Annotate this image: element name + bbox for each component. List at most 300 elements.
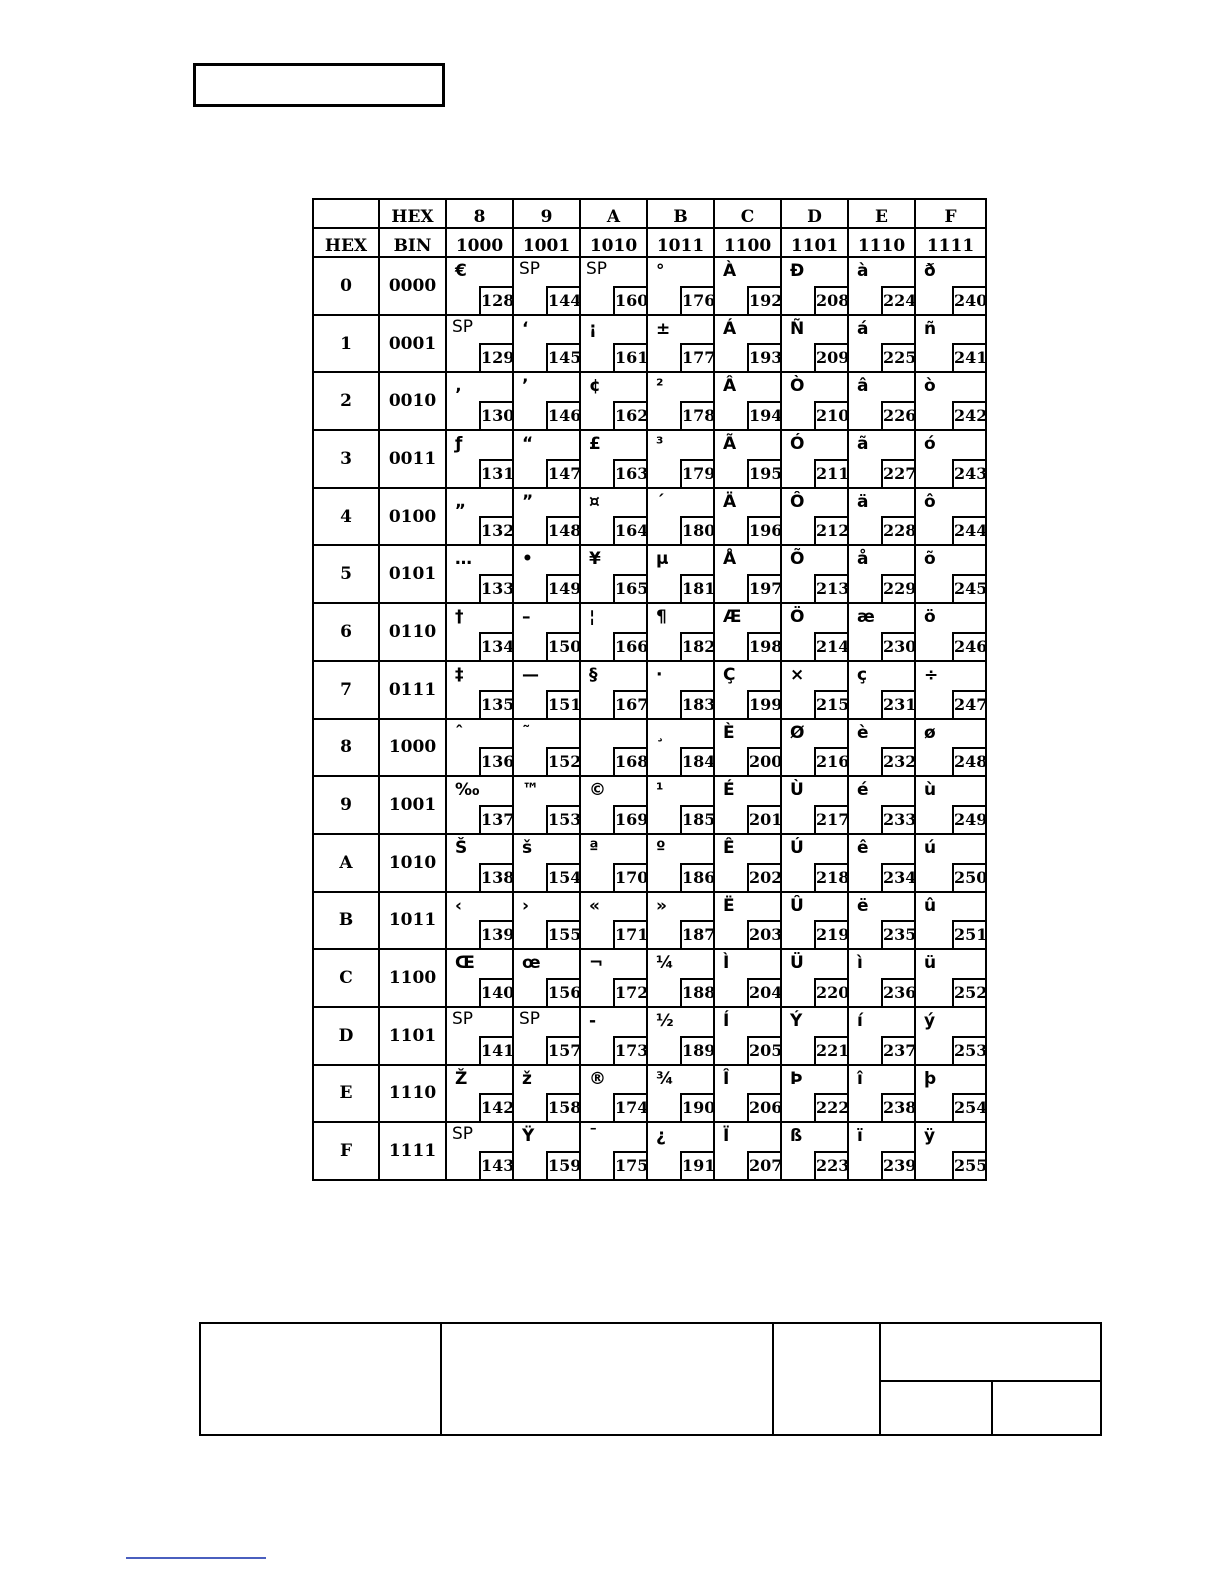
decimal-code: 192 (747, 286, 780, 314)
column-bin-header: 1110 (848, 228, 915, 257)
row-hex-label: 1 (313, 315, 379, 373)
character-cell (580, 1007, 647, 1065)
character-glyph: º (656, 837, 666, 858)
character-glyph: ½ (656, 1010, 674, 1031)
character-glyph: SP (519, 259, 541, 279)
decimal-code: 232 (881, 747, 914, 775)
table-row (313, 776, 986, 834)
character-cell (580, 1065, 647, 1123)
character-glyph: ˆ (455, 722, 464, 743)
character-cell (446, 372, 513, 430)
character-cell (513, 257, 580, 315)
decimal-code: 145 (546, 343, 579, 371)
character-cell (848, 315, 915, 373)
decimal-code: 160 (613, 286, 646, 314)
decimal-code: 215 (814, 690, 847, 718)
character-glyph: Ì (723, 953, 730, 974)
character-glyph: ç (857, 664, 868, 685)
character-cell (513, 603, 580, 661)
column-hex-header: B (647, 199, 714, 228)
character-cell (915, 315, 986, 373)
decimal-code: 142 (479, 1093, 512, 1121)
character-glyph: › (522, 895, 530, 916)
decimal-code: 129 (479, 343, 512, 371)
decimal-code: 131 (479, 459, 512, 487)
character-cell (915, 430, 986, 488)
decimal-code: 139 (479, 920, 512, 948)
character-cell (647, 661, 714, 719)
character-glyph: ¯ (589, 1126, 598, 1147)
row-hex-label: D (313, 1007, 379, 1065)
character-glyph: À (723, 261, 737, 281)
decimal-code: 157 (546, 1036, 579, 1064)
column-hex-header: E (848, 199, 915, 228)
character-glyph: é (857, 780, 869, 801)
character-glyph: ú (924, 837, 937, 858)
character-cell (580, 834, 647, 892)
table-row (313, 949, 986, 1007)
decimal-code: 221 (814, 1036, 847, 1064)
character-glyph: ° (656, 261, 665, 281)
character-cell (781, 372, 848, 430)
row-bin-label: 1101 (379, 1007, 446, 1065)
character-glyph: å (857, 549, 869, 570)
character-cell (781, 834, 848, 892)
character-cell (580, 315, 647, 373)
character-glyph: î (857, 1068, 863, 1089)
character-glyph: ì (857, 953, 863, 974)
character-glyph: ¹ (656, 780, 664, 801)
character-cell (915, 949, 986, 1007)
decimal-code: 202 (747, 863, 780, 891)
column-bin-header: 1111 (915, 228, 986, 257)
character-glyph: ê (857, 837, 869, 858)
decimal-code: 178 (680, 401, 713, 429)
character-glyph: à (857, 261, 869, 281)
character-cell (714, 1007, 781, 1065)
row-bin-label: 1001 (379, 776, 446, 834)
decimal-code: 170 (613, 863, 646, 891)
character-glyph: ¶ (656, 607, 667, 628)
character-glyph: í (857, 1010, 863, 1031)
character-glyph: © (589, 780, 606, 801)
row-hex-label: 2 (313, 372, 379, 430)
character-glyph: ‘ (522, 318, 529, 339)
decimal-code: 218 (814, 863, 847, 891)
character-glyph: ý (924, 1010, 936, 1031)
decimal-code: 227 (881, 459, 914, 487)
decimal-code: 181 (680, 574, 713, 602)
character-glyph: ¦ (589, 607, 596, 628)
row-hex-label: F (313, 1122, 379, 1180)
decimal-code: 180 (680, 516, 713, 544)
decimal-code: 155 (546, 920, 579, 948)
character-cell (513, 430, 580, 488)
decimal-code: 251 (952, 920, 985, 948)
character-glyph: ¢ (589, 376, 601, 397)
decimal-code: 166 (613, 632, 646, 660)
character-glyph: × (790, 664, 805, 685)
character-glyph: ö (924, 607, 936, 628)
decimal-code: 185 (680, 805, 713, 833)
character-cell (513, 661, 580, 719)
character-cell (915, 257, 986, 315)
decimal-code: 237 (881, 1036, 914, 1064)
footer-title-block (199, 1322, 1102, 1436)
character-cell (915, 719, 986, 777)
character-glyph: ó (924, 434, 936, 455)
row-hex-label: A (313, 834, 379, 892)
character-cell (446, 834, 513, 892)
decimal-code: 242 (952, 401, 985, 429)
character-cell (714, 661, 781, 719)
decimal-code: 141 (479, 1036, 512, 1064)
decimal-code: 153 (546, 805, 579, 833)
character-cell (848, 776, 915, 834)
table-row (313, 430, 986, 488)
table-row (313, 315, 986, 373)
character-glyph: ¼ (656, 953, 674, 974)
footer-divider (879, 1324, 881, 1434)
hex-header-row (313, 199, 986, 228)
row-bin-label: 1000 (379, 719, 446, 777)
column-hex-header: F (915, 199, 986, 228)
character-cell (915, 661, 986, 719)
decimal-code: 253 (952, 1036, 985, 1064)
decimal-code: 159 (546, 1151, 579, 1179)
decimal-code: 133 (479, 574, 512, 602)
decimal-code: 198 (747, 632, 780, 660)
decimal-code: 195 (747, 459, 780, 487)
character-cell (647, 892, 714, 950)
decimal-code: 207 (747, 1151, 780, 1179)
row-bin-label: 0001 (379, 315, 446, 373)
decimal-code: 201 (747, 805, 780, 833)
row-bin-label: 0011 (379, 430, 446, 488)
character-glyph: ¸ (656, 722, 665, 743)
character-glyph: Ä (723, 491, 737, 512)
decimal-code: 240 (952, 286, 985, 314)
decimal-code: 135 (479, 690, 512, 718)
character-cell (580, 1122, 647, 1180)
decimal-code: 191 (680, 1151, 713, 1179)
character-glyph: € (455, 261, 467, 281)
character-cell (848, 892, 915, 950)
character-glyph: Ú (790, 837, 804, 858)
character-glyph: ž (522, 1068, 532, 1089)
decimal-code: 168 (613, 747, 646, 775)
character-glyph: ˜ (522, 722, 531, 743)
character-cell (446, 1122, 513, 1180)
decimal-code: 216 (814, 747, 847, 775)
character-glyph: – (522, 607, 531, 628)
decimal-code: 239 (881, 1151, 914, 1179)
character-cell (513, 1007, 580, 1065)
decimal-code: 146 (546, 401, 579, 429)
character-cell (848, 603, 915, 661)
character-glyph: ® (589, 1068, 606, 1089)
character-glyph: † (455, 607, 464, 628)
decimal-code: 190 (680, 1093, 713, 1121)
character-cell (647, 1007, 714, 1065)
decimal-code: 228 (881, 516, 914, 544)
decimal-code: 196 (747, 516, 780, 544)
character-glyph: á (857, 318, 869, 339)
character-cell (915, 545, 986, 603)
character-cell (446, 545, 513, 603)
character-cell (647, 430, 714, 488)
character-cell (781, 1007, 848, 1065)
character-cell (781, 1122, 848, 1180)
table-row (313, 1007, 986, 1065)
decimal-code: 134 (479, 632, 512, 660)
character-cell (714, 1122, 781, 1180)
decimal-code: 209 (814, 343, 847, 371)
row-hex-label: 8 (313, 719, 379, 777)
character-cell (580, 661, 647, 719)
decimal-code: 174 (613, 1093, 646, 1121)
decimal-code: 213 (814, 574, 847, 602)
character-glyph: ¡ (589, 318, 597, 339)
character-glyph: Ó (790, 434, 805, 455)
character-glyph: ä (857, 491, 869, 512)
corner-cell (313, 199, 379, 228)
decimal-code: 199 (747, 690, 780, 718)
character-cell (580, 603, 647, 661)
decimal-code: 143 (479, 1151, 512, 1179)
character-glyph: ë (857, 895, 869, 916)
table-row (313, 719, 986, 777)
decimal-code: 208 (814, 286, 847, 314)
row-hex-label: 6 (313, 603, 379, 661)
decimal-code: 128 (479, 286, 512, 314)
decimal-code: 186 (680, 863, 713, 891)
character-cell (580, 719, 647, 777)
character-glyph: Š (455, 837, 468, 858)
decimal-code: 144 (546, 286, 579, 314)
character-glyph: Í (723, 1010, 730, 1031)
row-bin-label: 0100 (379, 488, 446, 546)
table-row (313, 372, 986, 430)
decimal-code: 206 (747, 1093, 780, 1121)
character-glyph: Á (723, 318, 737, 339)
character-cell (915, 603, 986, 661)
decimal-code: 151 (546, 690, 579, 718)
character-glyph: É (723, 780, 735, 801)
character-cell (446, 603, 513, 661)
decimal-code: 162 (613, 401, 646, 429)
row-hex-label: 0 (313, 257, 379, 315)
character-cell (580, 776, 647, 834)
character-cell (446, 430, 513, 488)
decimal-code: 238 (881, 1093, 914, 1121)
character-cell (446, 892, 513, 950)
bin-header-label: BIN (379, 228, 446, 257)
character-glyph: ¤ (589, 491, 600, 512)
character-glyph: ƒ (455, 434, 463, 455)
decimal-code: 175 (613, 1151, 646, 1179)
decimal-code: 235 (881, 920, 914, 948)
character-glyph: Ç (723, 664, 736, 685)
decimal-code: 193 (747, 343, 780, 371)
decimal-code: 224 (881, 286, 914, 314)
decimal-code: 188 (680, 978, 713, 1006)
character-glyph: È (723, 722, 735, 743)
decimal-code: 241 (952, 343, 985, 371)
row-bin-label: 0110 (379, 603, 446, 661)
character-cell (580, 488, 647, 546)
decimal-code: 250 (952, 863, 985, 891)
table-row (313, 545, 986, 603)
decimal-code: 233 (881, 805, 914, 833)
row-bin-label: 1110 (379, 1065, 446, 1123)
decimal-code: 197 (747, 574, 780, 602)
character-glyph: ¾ (656, 1068, 674, 1089)
decimal-code: 226 (881, 401, 914, 429)
decimal-code: 189 (680, 1036, 713, 1064)
character-glyph: Õ (790, 549, 805, 570)
character-cell (781, 719, 848, 777)
character-glyph: ± (656, 318, 671, 339)
decimal-code: 222 (814, 1093, 847, 1121)
footer-divider (440, 1324, 442, 1434)
character-cell (513, 315, 580, 373)
column-bin-header: 1000 (446, 228, 513, 257)
character-cell (513, 892, 580, 950)
character-cell (848, 430, 915, 488)
character-cell (848, 545, 915, 603)
decimal-code: 132 (479, 516, 512, 544)
character-cell (848, 1122, 915, 1180)
table-row (313, 1122, 986, 1180)
character-cell (714, 257, 781, 315)
decimal-code: 156 (546, 978, 579, 1006)
character-cell (513, 949, 580, 1007)
character-cell (915, 1007, 986, 1065)
row-hex-label: 9 (313, 776, 379, 834)
character-glyph: æ (857, 607, 875, 628)
character-glyph: Ø (790, 722, 805, 743)
character-glyph: Ý (790, 1010, 803, 1031)
character-cell (446, 488, 513, 546)
row-hex-label: 3 (313, 430, 379, 488)
character-cell (714, 949, 781, 1007)
character-cell (714, 719, 781, 777)
decimal-code: 176 (680, 286, 713, 314)
character-glyph: “ (522, 434, 534, 455)
character-glyph: ³ (656, 434, 664, 455)
character-cell (714, 488, 781, 546)
character-glyph: ™ (522, 780, 539, 801)
character-glyph: SP (452, 316, 474, 337)
decimal-code: 165 (613, 574, 646, 602)
footer-divider (991, 1380, 993, 1434)
character-glyph: Œ (455, 953, 475, 974)
decimal-code: 236 (881, 978, 914, 1006)
character-cell (513, 834, 580, 892)
decimal-code: 203 (747, 920, 780, 948)
decimal-code: 219 (814, 920, 847, 948)
character-glyph: Ù (790, 780, 804, 801)
table-row (313, 1065, 986, 1123)
column-bin-header: 1010 (580, 228, 647, 257)
decimal-code: 183 (680, 690, 713, 718)
row-bin-label: 0111 (379, 661, 446, 719)
character-glyph: ‹ (455, 895, 463, 916)
character-glyph: ¬ (589, 953, 604, 974)
character-cell (848, 488, 915, 546)
decimal-code: 137 (479, 805, 512, 833)
decimal-code: 140 (479, 978, 512, 1006)
character-cell (446, 1007, 513, 1065)
character-cell (848, 949, 915, 1007)
table-row (313, 488, 986, 546)
column-bin-header: 1001 (513, 228, 580, 257)
character-cell (781, 430, 848, 488)
character-cell (781, 545, 848, 603)
character-glyph: ‡ (455, 664, 464, 685)
character-glyph: Å (723, 549, 737, 570)
character-glyph: — (522, 664, 539, 685)
character-glyph: SP (586, 259, 608, 279)
character-cell (781, 257, 848, 315)
character-glyph: Ü (790, 953, 804, 974)
character-glyph: ª (589, 837, 599, 858)
decimal-code: 245 (952, 574, 985, 602)
character-cell (647, 719, 714, 777)
character-glyph: Ã (723, 434, 737, 455)
table-row (313, 892, 986, 950)
decimal-code: 254 (952, 1093, 985, 1121)
decimal-code: 147 (546, 459, 579, 487)
character-glyph: « (589, 895, 600, 916)
decimal-code: 243 (952, 459, 985, 487)
character-glyph: ¥ (589, 549, 601, 570)
character-glyph: SP (452, 1008, 474, 1029)
character-cell (580, 372, 647, 430)
character-glyph: ð (924, 261, 936, 281)
character-cell (647, 949, 714, 1007)
decimal-code: 167 (613, 690, 646, 718)
character-glyph: Ö (790, 607, 805, 628)
row-hex-label: B (313, 892, 379, 950)
character-glyph: Ÿ (522, 1126, 535, 1147)
decimal-code: 217 (814, 805, 847, 833)
character-glyph: Â (723, 376, 737, 397)
character-cell (647, 834, 714, 892)
row-bin-label: 1011 (379, 892, 446, 950)
character-glyph: µ (656, 549, 669, 570)
character-glyph: ñ (924, 318, 937, 339)
character-cell (714, 430, 781, 488)
decimal-code: 173 (613, 1036, 646, 1064)
column-hex-header: 8 (446, 199, 513, 228)
column-bin-header: 1101 (781, 228, 848, 257)
character-cell (781, 488, 848, 546)
table-row (313, 834, 986, 892)
character-glyph: § (589, 664, 598, 685)
page-title-box (193, 63, 445, 107)
character-glyph: ò (924, 376, 936, 397)
decimal-code: 171 (613, 920, 646, 948)
character-glyph: ¿ (656, 1126, 666, 1147)
column-bin-header: 1100 (714, 228, 781, 257)
character-cell (647, 545, 714, 603)
character-cell (446, 776, 513, 834)
character-cell (513, 719, 580, 777)
character-cell (513, 488, 580, 546)
character-glyph: Û (790, 895, 804, 916)
